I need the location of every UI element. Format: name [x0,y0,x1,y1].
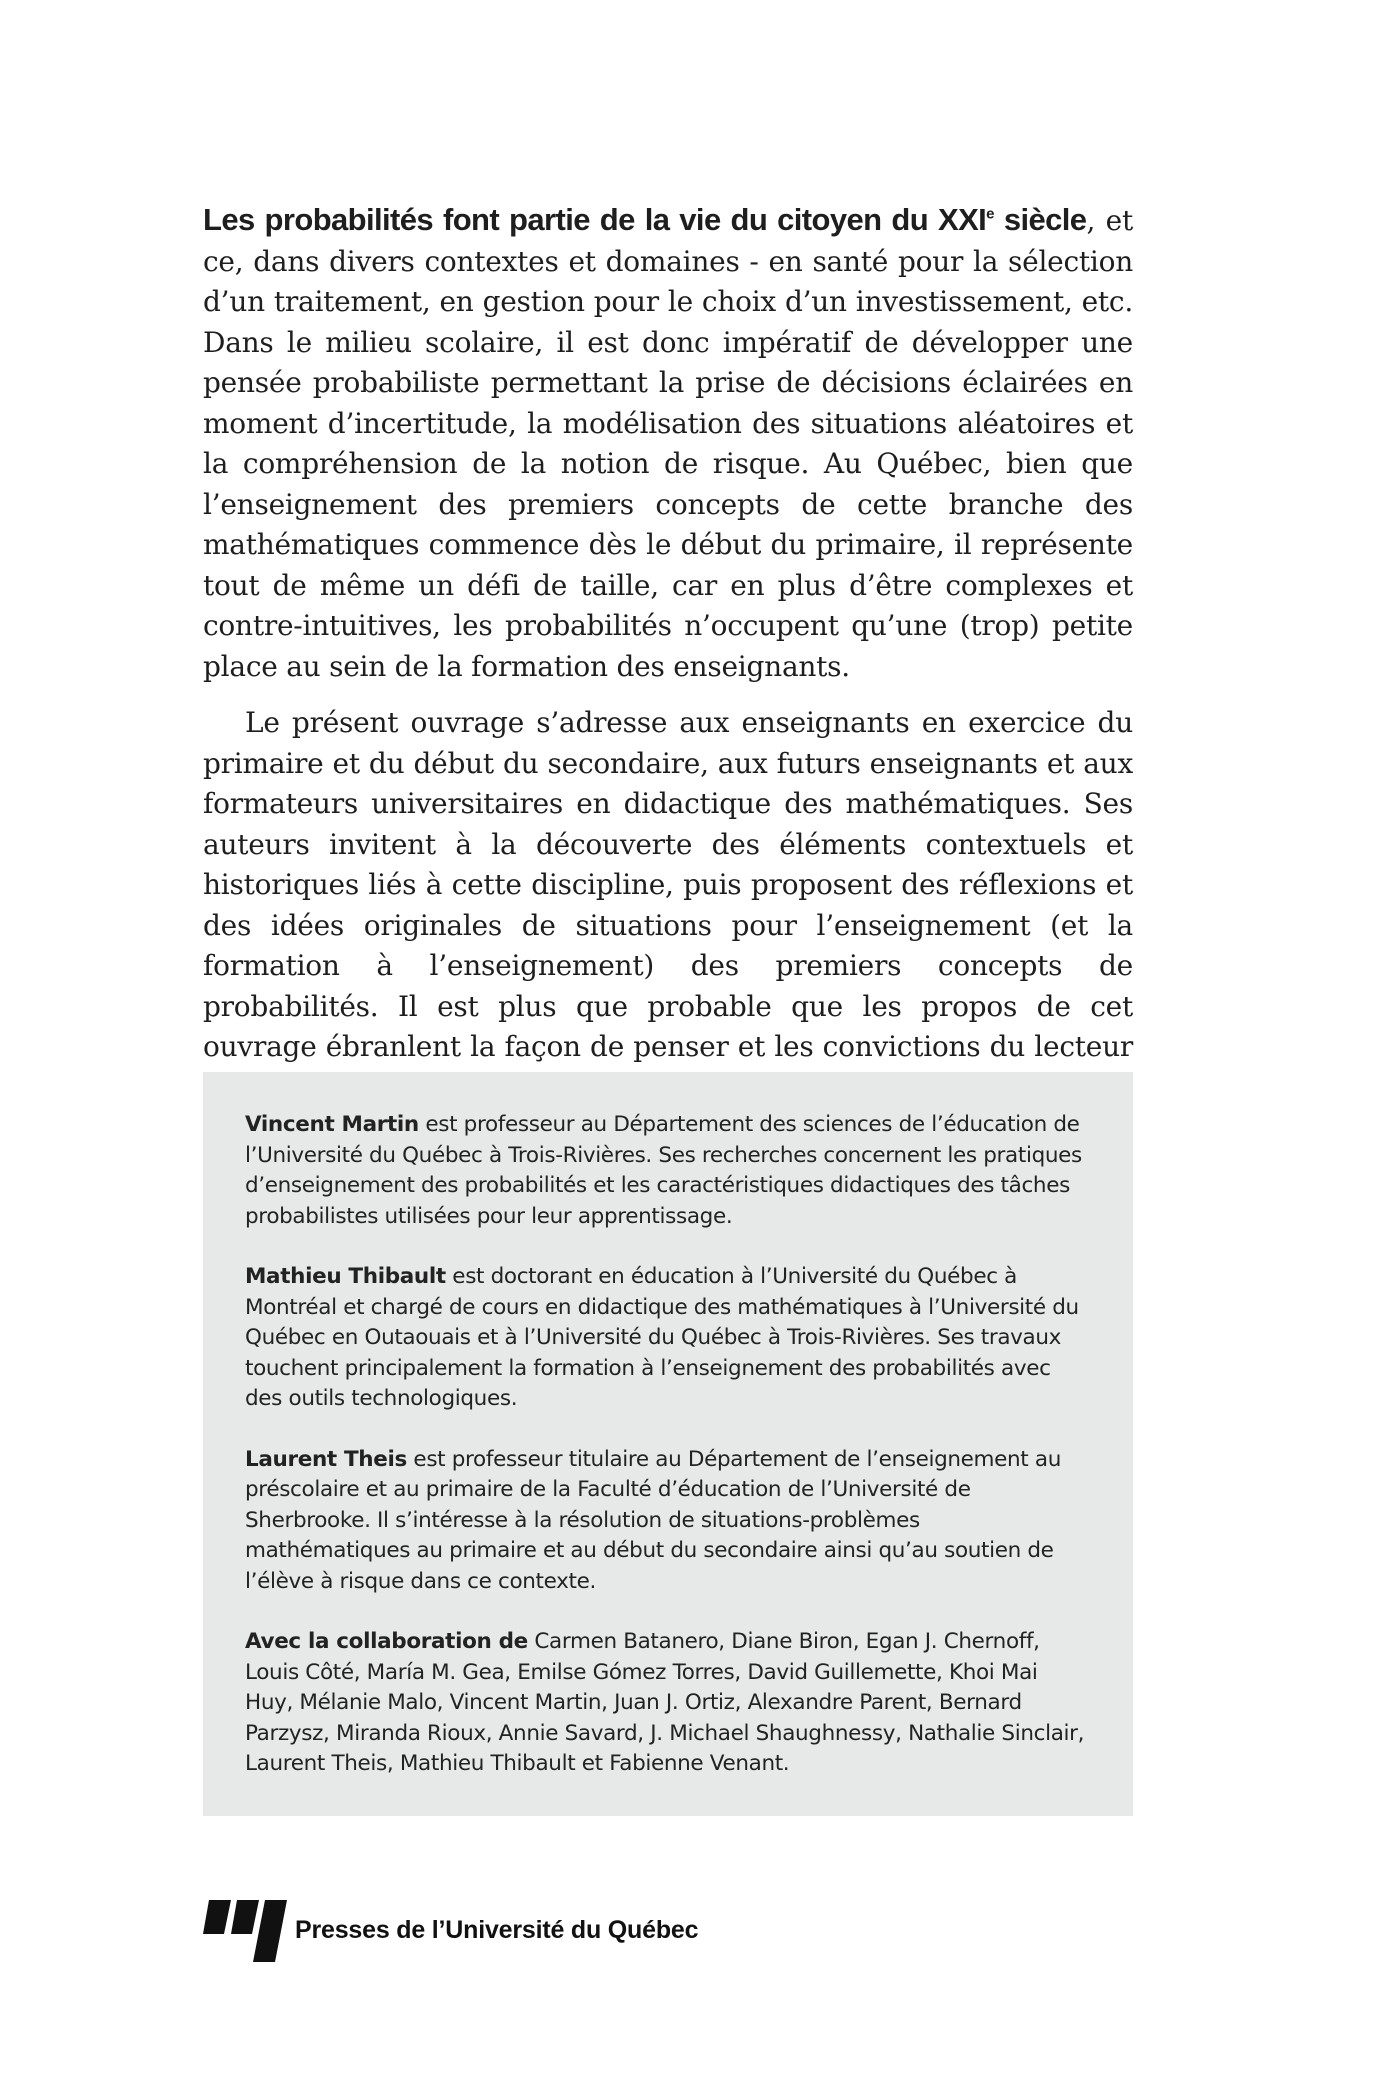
publisher-name: Presses de l’Université du Québec [295,1916,699,1944]
lead-end: siècle [993,202,1087,237]
publisher-imprint [203,1900,903,1966]
bio-mathieu-thibault [245,1262,1091,1415]
back-cover-description [203,200,1133,1108]
author-bio-text: est professeur titulaire au Département de l’enseignement au préscolaire et au primaire de la Faculté d’éducation de l’Université de Sherbrooke. Il s’intéresse à la résolution de situations-problèmes mathématiques au primaire et au début du secondaire ainsi qu’au soutien de l’élève à risque dans ce contexte. [245,1446,1061,1594]
bio-vincent-martin [245,1110,1091,1232]
lead-statement [203,202,1086,237]
intro-paragraph-text: , et ce, dans divers contextes et domaines - en santé pour la sélection d’un traitement, en gestion pour le choix d’un investissement, etc. Dans le milieu scolaire, il est donc impératif de développer une pensée probabiliste permettant la prise de décisions éclairées en moment d’incertitude, la modélisation des situations aléatoires et la compréhension de la notion de risque. Au Québec, bien que l’enseignement des premiers concepts de cette branche des mathématiques commence dès le début du primaire, il représente tout de même un défi de taille, car en plus d’être complexes et contre-intuitives, les probabilités n’occupent qu’une (trop) petite place au sein de la formation des enseignants. [203,204,1133,683]
collaborators-list: Carmen Batanero, Diane Biron, Egan J. Chernoff, Louis Côté, María M. Gea, Emilse Gómez Torres, David Guillemette, Khoi Mai Huy, Mélanie Malo, Vincent Martin, Juan J. Ortiz, Alexandre Parent, Bernard Parzysz, Miranda Rioux, Annie Savard, J. Michael Shaughnessy, Nathalie Sinclair, Laurent Theis, Mathieu Thibault et Fabienne Venant. [245,1629,1085,1776]
bio-laurent-theis [245,1445,1091,1598]
lead-main: Les probabilités font partie de la vie du citoyen du XXI [203,202,987,237]
author-bios-box [203,1072,1133,1816]
puq-logo-icon [203,1900,287,1966]
author-name: Vincent Martin [245,1112,419,1137]
author-name: Laurent Theis [245,1446,407,1472]
century-superscript: e [986,205,994,223]
collaborators-label: Avec la collaboration de [245,1629,528,1654]
author-bio-text: est professeur au Département des sciences de l’éducation de l’Université du Québec à Trois-Rivières. Ses recherches concernent les pratiques d’enseignement des probabilités et les caractéristiques didactiques des tâches probabilistes utilisées pour leur apprentissage. [245,1112,1082,1229]
author-bio-text: est doctorant en éducation à l’Université du Québec à Montréal et chargé de cours en didactique des mathématiques à l’Université du Québec en Outaouais et à l’Université du Québec à Trois-Rivières. Ses travaux touchent principalement la formation à l’enseignement des probabilités avec des outils technologiques. [245,1264,1079,1411]
collaborators [245,1627,1091,1780]
author-name: Mathieu Thibault [245,1264,446,1289]
intro-paragraph [203,200,1133,687]
audience-paragraph: Le présent ouvrage s’adresse aux enseignants en exercice du primaire et du début du secondaire, aux futurs enseignants et aux formateurs universitaires en didactique des mathématiques. Ses auteurs invitent à la découverte des éléments contextuels et historiques liés à cette discipline, puis proposent des réflexions et des idées originales de situations pour l’enseignement (et la formation à l’enseignement) des premiers concepts de probabilités. Il est plus que probable que les propos de cet ouvrage ébranlent la façon de penser et les convictions du lecteur [203,706,1133,1063]
